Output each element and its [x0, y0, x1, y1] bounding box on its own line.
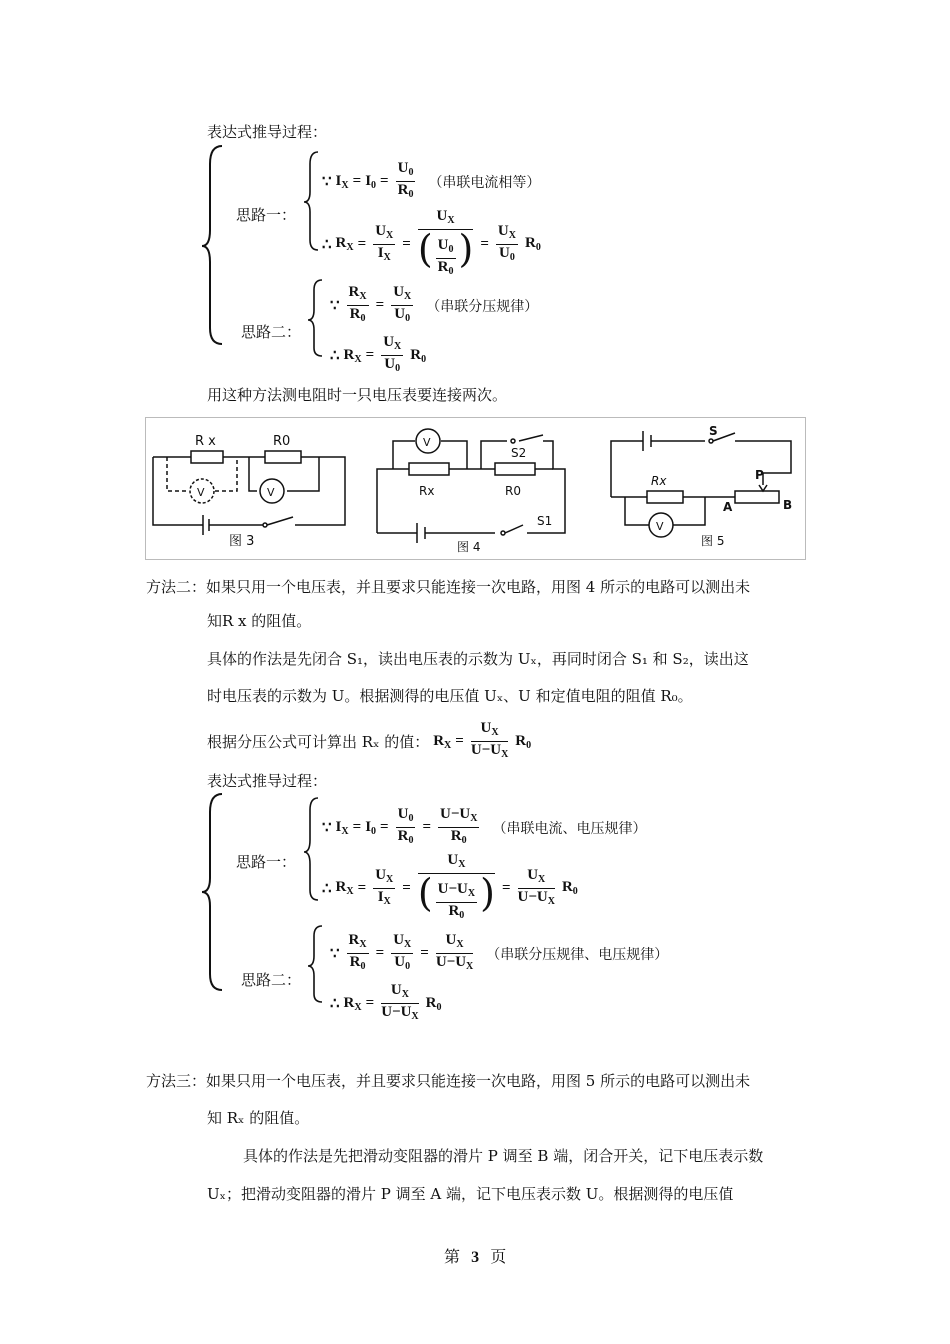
fig5-s-label: S: [709, 424, 718, 438]
para-connect-twice: 用这种方法测电阻时一只电压表要连接两次。: [207, 386, 508, 404]
fig5-rx-label: Rx: [651, 474, 667, 488]
method3-line2: 知 Rₓ 的阻值。: [207, 1109, 310, 1127]
eq-2-1: ∵ $I_X$ = $I_0$ = $\frac{U_0}{R_0}$ = $\frac{U-U_X}{R_0}$ （串联电流、电压规律）: [322, 806, 647, 846]
method2-line4: 时电压表的示数为 U。根据测得的电压值 Uₓ、U 和定值电阻的阻值 R₀。: [207, 687, 693, 705]
derivation-heading-1: 表达式推导过程：: [207, 123, 328, 141]
idea-1-label: 思路一：: [236, 206, 297, 224]
method3-line4: Uₓ；把滑动变阻器的滑片 P 调至 A 端，记下电压表示数 U。根据测得的电压值: [207, 1185, 734, 1203]
fig3-v-label-dashed: V: [197, 486, 205, 499]
method2-line3: 具体的作法是先闭合 S₁，读出电压表的示数为 Uₓ，再同时闭合 S₁ 和 S₂，读出这: [207, 650, 749, 668]
fig3-v-label: V: [267, 486, 275, 499]
footer-prefix: 第: [444, 1247, 461, 1266]
fig3-r0-label: R0: [273, 434, 291, 449]
derivation-heading-2: 表达式推导过程：: [207, 772, 328, 790]
method3-line1: 方法三：如果只用一个电压表，并且要求只能连接一次电路，用图 5 所示的电路可以测出未: [146, 1072, 751, 1090]
method2-line2: 知R x 的阻值。: [207, 612, 312, 630]
eq-1-1: ∵ $I_X$ = $I_0$ = $\frac{U_0}{R_0}$ （串联电流相等）: [322, 160, 541, 200]
fig3-rx-label: R x: [195, 434, 216, 449]
fig5-b-label: B: [783, 498, 793, 512]
idea-2-label: 思路二：: [241, 323, 302, 341]
eq-1-2: ∴ $R_X$ = $\frac{U_X}{I_X}$ = $U_X$ ( $\frac{U_0}{R_0}$ ) = $\frac{U_X}{U_0}$ $R_0$: [322, 208, 541, 278]
page-footer: [444, 1244, 506, 1267]
eq-1-3: ∵ $\frac{R_X}{R_0}$ = $\frac{U_X}{U_0}$ （串联分压规律）: [330, 284, 539, 324]
fig5-v-label: V: [656, 520, 664, 533]
fig4-r0-label: R0: [505, 484, 521, 498]
fig4-rx-label: Rx: [419, 484, 435, 498]
fig5-p-label: P: [755, 468, 764, 482]
footer-suffix: 页: [490, 1247, 507, 1266]
fig4-caption: 图 4: [457, 540, 481, 554]
fig4-s1-label: S1: [537, 514, 553, 528]
idea-1-label-2: 思路一：: [236, 853, 297, 871]
idea-2-label-2: 思路二：: [241, 971, 302, 989]
eq-2-3: ∵ $\frac{R_X}{R_0}$ = $\frac{U_X}{U_0}$ = $\frac{U_X}{U-U_X}$ （串联分压规律、电压规律）: [330, 932, 669, 972]
fig4-v-label: V: [423, 436, 431, 449]
fig4-s2-label: S2: [511, 446, 527, 460]
fig5-a-label: A: [723, 500, 733, 514]
fig5-caption: 图 5: [701, 534, 725, 548]
figures-panel: [145, 417, 806, 560]
page-number: 3: [471, 1249, 480, 1266]
method2-formula-line: 根据分压公式可计算出 Rₓ 的值： $R_X$ = $\frac{U_X}{U-U_X}$ $R_0$: [207, 720, 532, 760]
fig3-caption: 图 3: [229, 534, 255, 549]
eq-1-4: ∴ $R_X$ = $\frac{U_X}{U_0}$ $R_0$: [330, 334, 427, 374]
method2-line1: 方法二：如果只用一个电压表，并且要求只能连接一次电路，用图 4 所示的电路可以测出未: [146, 578, 751, 596]
eq-2-4: ∴ $R_X$ = $\frac{U_X}{U-U_X}$ $R_0$: [330, 982, 442, 1022]
eq-2-2: ∴ $R_X$ = $\frac{U_X}{I_X}$ = $U_X$ ( $\frac{U-U_X}{R_0}$ ) = $\frac{U_X}{U-U_X}$ $R_0$: [322, 852, 578, 922]
method3-line3: 具体的作法是先把滑动变阻器的滑片 P 调至 B 端，闭合开关，记下电压表示数: [243, 1147, 764, 1165]
